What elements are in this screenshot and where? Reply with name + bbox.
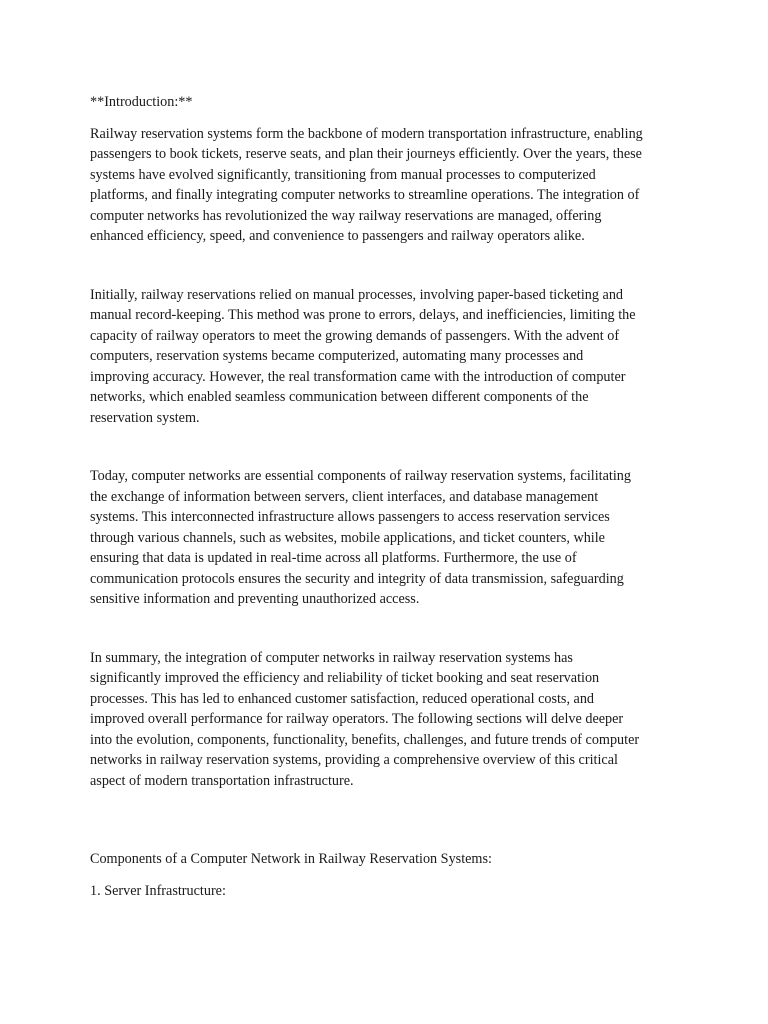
paragraph-intro — [90, 124, 690, 247]
paragraph-line: In summary, the integration of computer networks in railway reservation systems has — [90, 649, 573, 666]
paragraph-line: communication protocols ensures the security and integrity of data transmission, safeguarding — [90, 570, 624, 587]
paragraph-line: through various channels, such as websites, mobile applications, and ticket counters, while — [90, 529, 605, 546]
paragraph-line: Today, computer networks are essential components of railway reservation systems, facilitating — [90, 468, 631, 484]
paragraph-line: the exchange of information between servers, client interfaces, and database management — [90, 488, 599, 505]
paragraph-summary — [90, 648, 690, 792]
paragraph-line: networks in railway reservation systems, providing a comprehensive overview of this critical — [90, 752, 618, 768]
paragraph-line: Initially, railway reservations relied on manual processes, involving paper-based ticketing and — [90, 286, 624, 303]
paragraph-line: computers, reservation systems became computerized, automating many processes and — [90, 348, 584, 364]
paragraph-line: passengers to book tickets, reserve seats, and plan their journeys efficiently. Over the years, these — [90, 146, 642, 162]
paragraph-line: aspect of modern transportation infrastructure. — [90, 772, 354, 789]
paragraph-line: computer networks has revolutionized the way railway reservations are managed, offering — [90, 207, 602, 224]
paragraph-line: Railway reservation systems form the backbone of modern transportation infrastructure, enabling — [90, 125, 643, 142]
paragraph-line: systems. This interconnected infrastructure allows passengers to access reservation services — [90, 509, 610, 525]
paragraph-line: networks, which enabled seamless communication between different components of the — [90, 389, 589, 405]
paragraph-today — [90, 466, 690, 610]
paragraph-line: ensuring that data is updated in real-time across all platforms. Furthermore, the use of — [90, 550, 577, 566]
paragraph-line: sensitive information and preventing unauthorized access. — [90, 591, 420, 607]
paragraph-line: reservation system. — [90, 409, 200, 426]
section-heading: Components of a Computer Network in Railway Reservation Systems: — [90, 851, 492, 867]
paragraph-line: improved overall performance for railway operators. The following sections will delve deeper — [90, 711, 624, 727]
paragraph-line: manual record-keeping. This method was prone to errors, delays, and inefficiencies, limiting the — [90, 307, 636, 323]
intro-heading: **Introduction:** — [90, 94, 193, 110]
paragraph-line: improving accuracy. However, the real transformation came with the introduction of computer — [90, 368, 626, 385]
paragraph-line: significantly improved the efficiency and reliability of ticket booking and seat reservation — [90, 670, 600, 686]
paragraph-line: processes. This has led to enhanced customer satisfaction, reduced operational costs, and — [90, 690, 595, 707]
document-page — [90, 92, 690, 901]
list-item: 1. Server Infrastructure: — [90, 882, 226, 899]
paragraph-line: capacity of railway operators to meet the growing demands of passengers. With the advent of — [90, 327, 620, 344]
paragraph-history — [90, 285, 690, 429]
paragraph-line: enhanced efficiency, speed, and convenience to passengers and railway operators alike. — [90, 228, 585, 244]
paragraph-line: platforms, and finally integrating computer networks to streamline operations. The integration of — [90, 187, 640, 203]
paragraph-line: into the evolution, components, functionality, benefits, challenges, and future trends of computer — [90, 731, 640, 748]
paragraph-line: systems have evolved significantly, transitioning from manual processes to computerized — [90, 166, 596, 183]
